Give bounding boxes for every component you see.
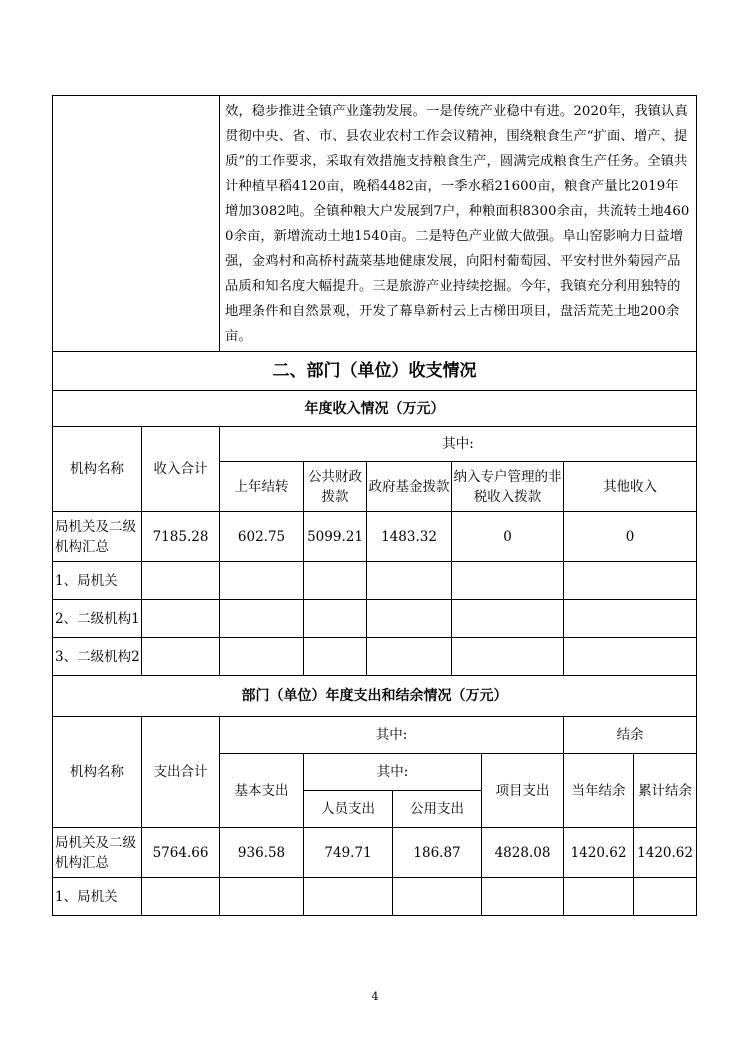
- cell-value: [220, 878, 304, 916]
- cell-value: 1483.32: [367, 512, 452, 562]
- cell-value: [564, 600, 697, 638]
- expense-title: 部门（单位）年度支出和结余情况（万元）: [53, 676, 697, 717]
- report-table: [52, 95, 697, 916]
- narrative-label-cell: [53, 96, 220, 352]
- cell-value: [220, 562, 304, 600]
- narrative-row: [53, 96, 697, 352]
- row-name: 3、二级机构2: [53, 638, 142, 676]
- cell-value: [304, 878, 393, 916]
- expense-title-row: [53, 676, 697, 717]
- expense-org-header: 机构名称: [53, 717, 142, 828]
- cell-value: [634, 878, 697, 916]
- cell-total: [142, 878, 220, 916]
- income-header-row-1: [53, 427, 697, 462]
- income-summary-row: [53, 512, 697, 562]
- cell-value: 1420.62: [564, 828, 634, 878]
- row-name: 1、局机关: [53, 878, 142, 916]
- page-number: 4: [371, 990, 379, 1003]
- expense-year-balance-header: 当年结余: [564, 754, 634, 828]
- cell-value: [220, 600, 304, 638]
- cell-value: [452, 562, 564, 600]
- cell-value: [393, 878, 482, 916]
- expense-summary-row: [53, 828, 697, 878]
- expense-header-row-1: [53, 717, 697, 754]
- expense-total-header: 支出合计: [142, 717, 220, 828]
- income-org-header: 机构名称: [53, 427, 142, 512]
- cell-value: [482, 878, 564, 916]
- cell-value: 4828.08: [482, 828, 564, 878]
- income-col-header: 上年结转: [220, 462, 304, 512]
- cell-value: [304, 562, 367, 600]
- income-col-header: 纳入专户管理的非税收入拨款: [452, 462, 564, 512]
- cell-value: 602.75: [220, 512, 304, 562]
- cell-value: 0: [452, 512, 564, 562]
- section-title: 二、部门（单位）收支情况: [53, 352, 697, 391]
- expense-cum-balance-header: 累计结余: [634, 754, 697, 828]
- cell-value: [564, 878, 634, 916]
- cell-value: [452, 638, 564, 676]
- cell-value: 1420.62: [634, 828, 697, 878]
- expense-personnel-header: 人员支出: [304, 791, 393, 828]
- cell-value: [220, 638, 304, 676]
- income-row: [53, 562, 697, 600]
- narrative-text: 效，稳步推进全镇产业蓬勃发展。一是传统产业稳中有进。2020年，我镇认真贯彻中央、省、市、县农业农村工作会议精神，围绕粮食生产“扩面、增产、提质”的工作要求，采取有效措施支持粮食生产，圆满完成粮食生产任务。全镇共计种植早稻4120亩，晚稻4482亩，一季水稻21600亩，粮食产量比2019年增加3082吨。全镇种粮大户发展到7户，种粮面积8300余亩，共流转土地4600余亩，新增流动土地1540亩。二是特色产业做大做强。阜山窑影响力日益增强，金鸡村和高桥村蔬菜基地健康发展，向阳村葡萄园、平安村世外菊园产品品质和知名度大幅提升。三是旅游产业持续挖掘。今年，我镇充分利用独特的地理条件和自然景观，开发了幕阜新村云上古梯田项目，盘活荒芜土地200余亩。: [220, 96, 697, 352]
- row-name: 局机关及二级机构汇总: [53, 828, 142, 878]
- cell-value: 936.58: [220, 828, 304, 878]
- income-total-header: 收入合计: [142, 427, 220, 512]
- expense-public-header: 公用支出: [393, 791, 482, 828]
- income-title-row: [53, 391, 697, 427]
- income-col-header: 政府基金拨款: [367, 462, 452, 512]
- cell-total: [142, 562, 220, 600]
- income-row: [53, 638, 697, 676]
- cell-total: [142, 600, 220, 638]
- expense-among2-header: 其中:: [304, 754, 482, 791]
- income-row: [53, 600, 697, 638]
- cell-value: 186.87: [393, 828, 482, 878]
- cell-value: [564, 638, 697, 676]
- cell-value: 5099.21: [304, 512, 367, 562]
- section-title-row: [53, 352, 697, 391]
- expense-row: [53, 878, 697, 916]
- cell-value: [452, 600, 564, 638]
- expense-project-header: 项目支出: [482, 754, 564, 828]
- income-col-header: 公共财政拨款: [304, 462, 367, 512]
- cell-total: 5764.66: [142, 828, 220, 878]
- cell-value: [564, 562, 697, 600]
- cell-value: [367, 600, 452, 638]
- income-among-header: 其中:: [220, 427, 697, 462]
- cell-value: 0: [564, 512, 697, 562]
- cell-total: [142, 638, 220, 676]
- cell-value: 749.71: [304, 828, 393, 878]
- cell-value: [304, 638, 367, 676]
- cell-total: 7185.28: [142, 512, 220, 562]
- cell-value: [367, 562, 452, 600]
- income-col-header: 其他收入: [564, 462, 697, 512]
- row-name: 1、局机关: [53, 562, 142, 600]
- expense-among-header: 其中:: [220, 717, 564, 754]
- income-title: 年度收入情况（万元）: [53, 391, 697, 427]
- row-name: 2、二级机构1: [53, 600, 142, 638]
- cell-value: [304, 600, 367, 638]
- document-frame: [52, 95, 696, 916]
- row-name: 局机关及二级机构汇总: [53, 512, 142, 562]
- expense-balance-header: 结余: [564, 717, 697, 754]
- expense-basic-header: 基本支出: [220, 754, 304, 828]
- cell-value: [367, 638, 452, 676]
